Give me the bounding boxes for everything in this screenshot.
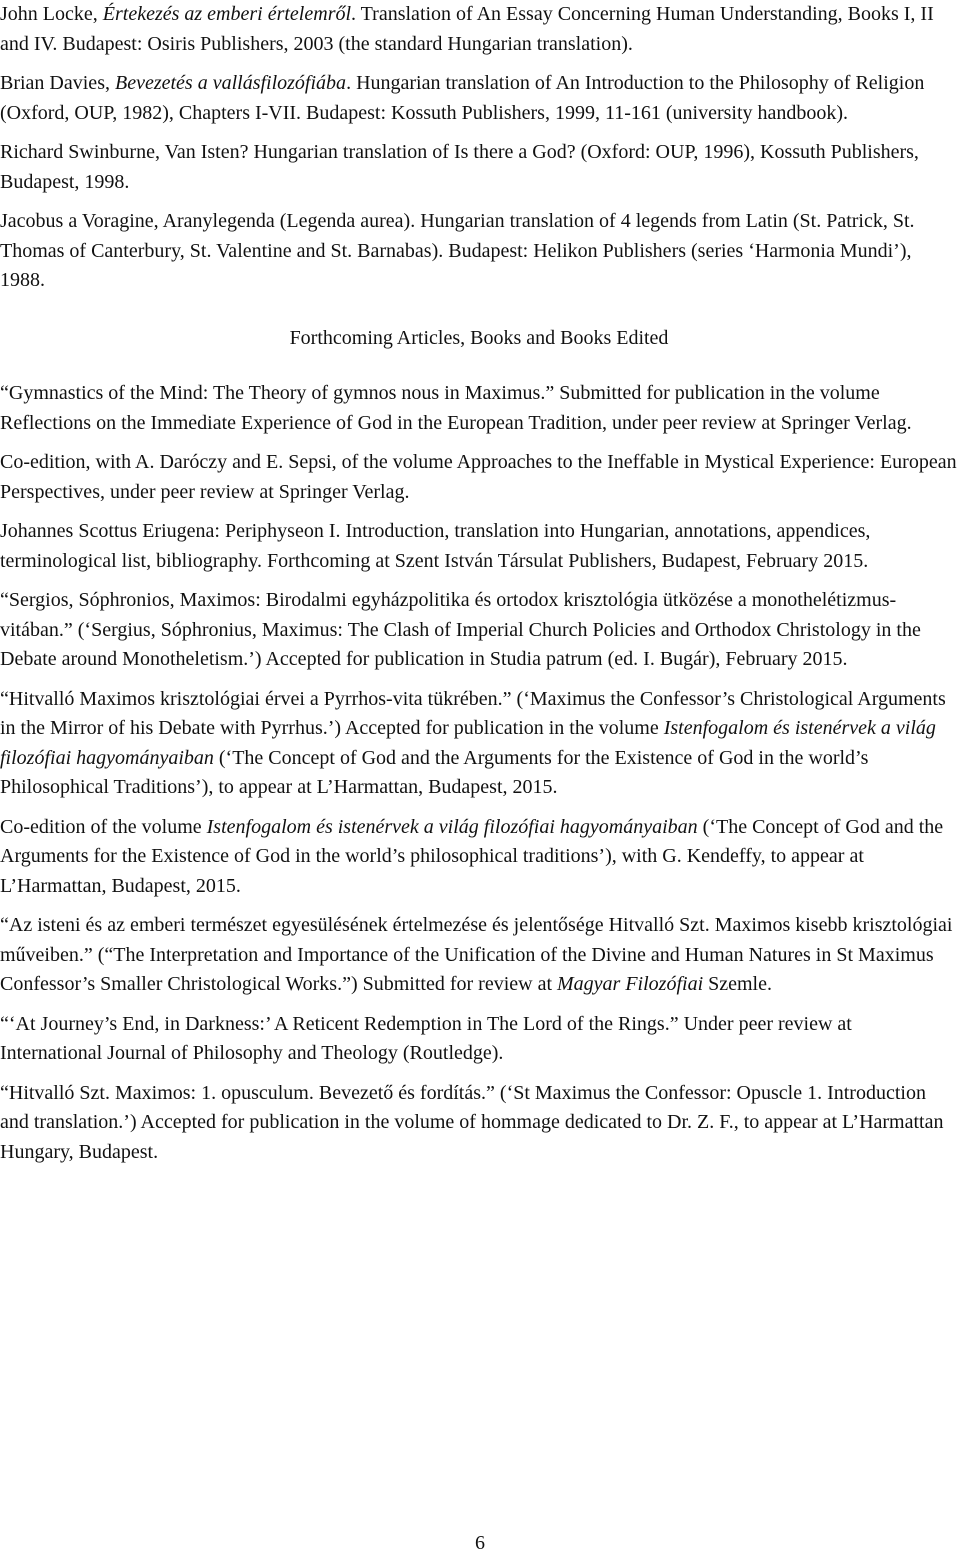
entry-author: John Locke, (0, 3, 103, 25)
bibliography-entry-locke (0, 0, 958, 59)
entry-text: (‘The Concept of God and the Arguments for the Existence of God in the world’s philosophical traditions’), with G. Kendeffy, to appear at L’Harmattan, Budapest, 2015. (0, 815, 944, 897)
bibliography-entry-voragine: Jacobus a Voragine, Aranylegenda (Legenda aurea). Hungarian translation of 4 legends from Latin (St. Patrick, St. Thomas of Canterbury, St. Valentine and St. Barnabas). Budapest: Helikon Publishers (series ‘Harmonia Mundi’), 1988. (0, 210, 915, 291)
forthcoming-entry-eriugena: Johannes Scottus Eriugena: Periphyseon I. Introduction, translation into Hungarian, annotations, appendices, terminological list, bibliography. Forthcoming at Szent István Társulat Publishers, Budapest, February 2015. (0, 520, 871, 572)
section-heading: Forthcoming Articles, Books and Books Edited (289, 326, 669, 349)
forthcoming-entry-sergios: “Sergios, Sóphronios, Maximos: Birodalmi egyházpolitika és ortodox krisztológia ütközése a monothelétizmus-vitában.” (‘Sergius, Sóphronius, Maximus: The Clash of Imperial Church Policies and Orthodox Christology in the Debate around Monotheletism.’) Accepted for publication in Studia patrum (ed. I. Bugár), February 2015. (0, 589, 921, 670)
entry-text: “Az isteni és az emberi természet egyesülésének értelmezése és jelentősége Hitvalló Szt. Maximos kisebb krisztológiai műveiben.” (“The Interpretation and Importance of the Unification of the Divine and Human Natures in St Maximus Confessor’s Smaller Christological Works.”) Submitted for review at (0, 914, 953, 995)
entry-details: . Translation of An Essay Concerning Human Understanding, Books I, II and IV. Budapest: Osiris Publishers, 2003 (the standard Hungarian translation). (0, 3, 934, 55)
entry-title-italic: Értekezés az emberi értelemről (102, 3, 352, 25)
entry-details: . Hungarian translation of An Introduction to the Philosophy of Religion (Oxford, OUP, 1982), Chapters I-VII. Budapest: Kossuth Publishers, 1999, 11-161 (university handbook). (0, 72, 925, 124)
forthcoming-entry-coedition-istenfogalom (0, 813, 958, 902)
entry-text: “Hitvalló Maximos krisztológiai érvei a Pyrrhos-vita tükrében.” (‘Maximus the Confessor’s Christological Arguments in the Mirror of his Debate with Pyrrhus.’) Accepted for publication in the volume (0, 687, 946, 739)
forthcoming-entry-coedition-ineffable: Co-edition, with A. Daróczy and E. Sepsi, of the volume Approaches to the Ineffable in Mystical Experience: European Perspectives, under peer review at Springer Verlag. (0, 451, 957, 503)
entry-text: Szemle. (703, 973, 772, 995)
entry-title-italic: Istenfogalom és istenérvek a világ filozófiai hagyományaiban (0, 717, 936, 769)
bibliography-entry-swinburne: Richard Swinburne, Van Isten? Hungarian translation of Is there a God? (Oxford: OUP, 1996), Kossuth Publishers, Budapest, 1998. (0, 141, 919, 193)
entry-journal-italic: Magyar Filozófiai (557, 973, 704, 995)
entry-text: Co-edition of the volume (0, 815, 207, 838)
page-number: 6 (475, 1532, 485, 1554)
entry-text: (‘The Concept of God and the Arguments for the Existence of God in the world’s Philosophical Traditions’), to appear at L’Harmattan, Budapest, 2015. (0, 746, 869, 798)
bibliography-entry-davies (0, 69, 958, 128)
entry-title-italic: Bevezetés a vallásfilozófiába (114, 72, 347, 94)
entry-author: Brian Davies, (0, 72, 115, 94)
forthcoming-entry-opusculum: “Hitvalló Szt. Maximos: 1. opusculum. Bevezető és fordítás.” (‘St Maximus the Confessor: Opuscle 1. Introduction and translation.’) Accepted for publication in the volume of hommage dedicated to Dr. Z. F., to appear at L’Harmattan Hungary, Budapest. (0, 1081, 944, 1163)
entry-title-italic: Istenfogalom és istenérvek a világ filozófiai hagyományaiban (206, 815, 698, 838)
forthcoming-entry-gymnastics: “Gymnastics of the Mind: The Theory of gymnos nous in Maximus.” Submitted for publication in the volume Reflections on the Immediate Experience of God in the European Tradition, under peer review at Springer Verlag. (0, 382, 912, 434)
forthcoming-entry-journeys-end: “‘At Journey’s End, in Darkness:’ A Reticent Redemption in The Lord of the Rings.” Under peer review at International Journal of Philosophy and Theology (Routledge). (0, 1012, 852, 1064)
forthcoming-entry-hitvallo-pyrrhos (0, 685, 958, 803)
forthcoming-entry-isteni-emberi (0, 911, 958, 1000)
